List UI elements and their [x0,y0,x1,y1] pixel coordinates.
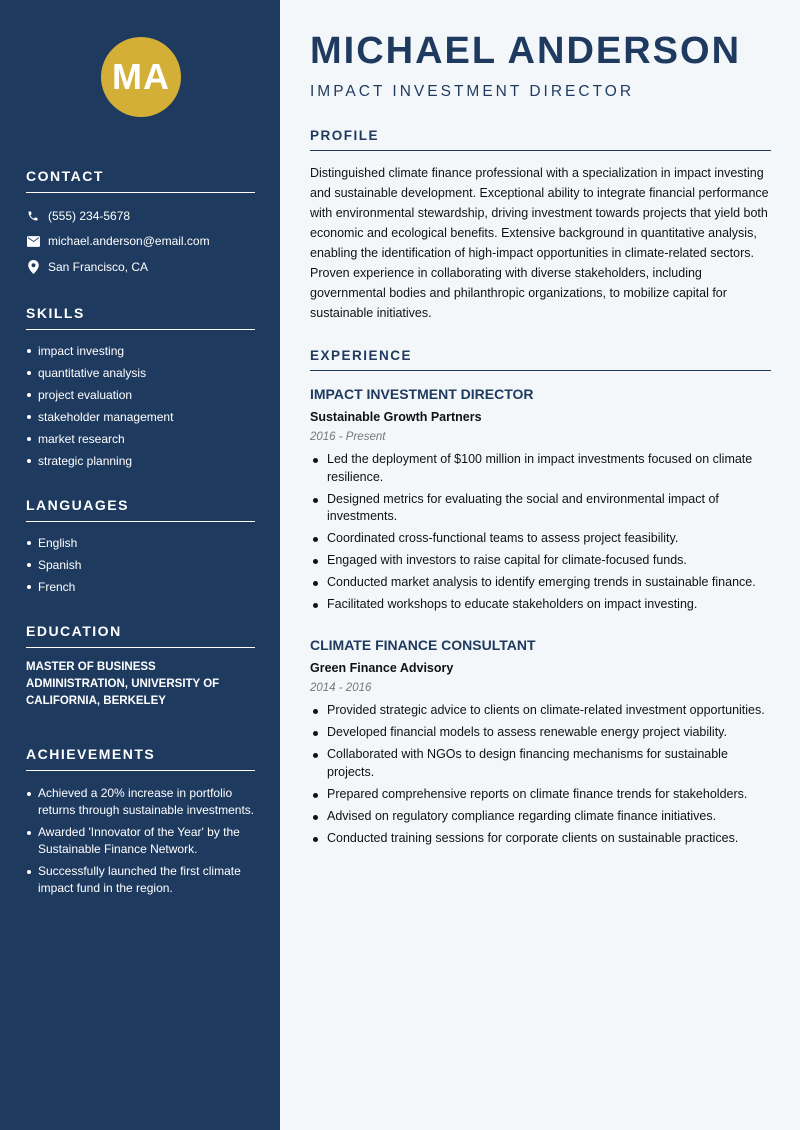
job-entry [310,386,771,618]
list-item: Coordinated cross-functional teams to assess project feasibility. [310,530,771,548]
experience-heading: EXPERIENCE [310,348,771,371]
candidate-title: IMPACT INVESTMENT DIRECTOR [310,83,635,100]
avatar: MA [101,37,181,117]
list-item: impact investing [26,340,255,362]
list-item: Facilitated workshops to educate stakeholders on impact investing. [310,596,771,614]
education-section [26,623,255,710]
job-bullets [310,702,771,847]
job-company: Green Finance Advisory [310,661,454,675]
list-item: stakeholder management [26,406,255,428]
sidebar [0,0,280,1130]
list-item: Successfully launched the first climate impact fund in the region. [26,863,255,897]
job-bullets [310,451,771,614]
achievements-list [26,785,255,897]
phone-text: (555) 234-5678 [48,208,131,223]
job-company: Sustainable Growth Partners [310,410,482,424]
skills-list [26,340,255,472]
email-text[interactable]: michael.anderson@email.com [48,234,210,249]
profile-text: Distinguished climate finance professional with a specialization in impact investing and sustainable development. Exceptional ability to integrate financial performance with environmental stewardship, driving investment towards projects that yield both economic and ecological benefits. Extensive background in quantitative analysis, enabling the identification of high-impact opportunities in climate-related sectors. Proven experience in collaborating with diverse stakeholders, including governmental bodies and philanthropic organizations, to mobilize capital for sustainable initiatives. [310,166,769,320]
job-dates: 2014 - 2016 [310,682,372,694]
contact-phone [26,203,255,229]
achievements-heading: ACHIEVEMENTS [26,746,255,771]
languages-section [26,497,255,598]
list-item: Awarded 'Innovator of the Year' by the Sustainable Finance Network. [26,824,255,858]
list-item: Conducted training sessions for corporate clients on sustainable practices. [310,830,771,848]
education-degree: MASTER OF BUSINESS ADMINISTRATION, UNIVERSITY OF CALIFORNIA, BERKELEY [26,661,220,707]
languages-heading: LANGUAGES [26,497,255,522]
list-item: quantitative analysis [26,362,255,384]
skills-heading: SKILLS [26,305,255,330]
list-item: Prepared comprehensive reports on climate finance trends for stakeholders. [310,786,771,804]
list-item: Provided strategic advice to clients on climate-related investment opportunities. [310,702,771,720]
location-pin-icon [26,260,40,274]
candidate-name: MICHAEL ANDERSON [310,30,742,72]
list-item: Spanish [26,554,255,576]
email-icon [26,234,40,248]
achievements-section [26,746,255,902]
job-role: CLIMATE FINANCE CONSULTANT [310,637,536,653]
list-item: Conducted market analysis to identify emerging trends in sustainable finance. [310,574,771,592]
contact-location [26,254,255,280]
list-item: Achieved a 20% increase in portfolio returns through sustainable investments. [26,785,255,819]
list-item: Led the deployment of $100 million in impact investments focused on climate resilience. [310,451,771,486]
list-item: English [26,532,255,554]
list-item: Developed financial models to assess renewable energy project viability. [310,724,771,742]
list-item: strategic planning [26,450,255,472]
list-item: market research [26,428,255,450]
profile-heading: PROFILE [310,128,771,151]
job-dates: 2016 - Present [310,431,386,443]
list-item: Engaged with investors to raise capital for climate-focused funds. [310,552,771,570]
list-item: Advised on regulatory compliance regarding climate finance initiatives. [310,808,771,826]
education-heading: EDUCATION [26,623,255,648]
contact-section [26,168,255,280]
phone-icon [26,209,40,223]
list-item: project evaluation [26,384,255,406]
location-text: San Francisco, CA [48,259,149,274]
contact-heading: CONTACT [26,168,255,193]
list-item: Designed metrics for evaluating the social and environmental impact of investments. [310,491,771,526]
job-entry [310,637,771,852]
list-item: French [26,576,255,598]
contact-email [26,229,255,255]
list-item: Collaborated with NGOs to design financing mechanisms for sustainable projects. [310,746,771,781]
languages-list [26,532,255,598]
skills-section [26,305,255,472]
job-role: IMPACT INVESTMENT DIRECTOR [310,386,534,402]
